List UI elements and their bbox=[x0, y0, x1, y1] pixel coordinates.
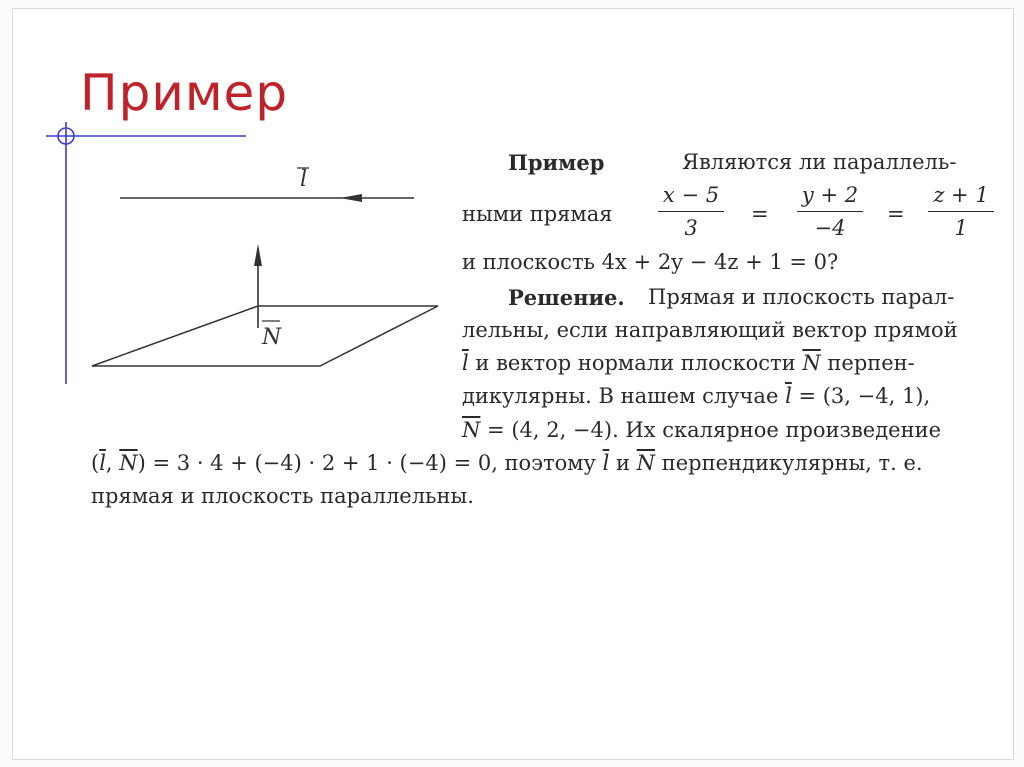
problem-heading: Пример bbox=[508, 150, 605, 175]
normal-arrow-icon bbox=[254, 244, 262, 266]
solution-line2: лельны, если направляющий вектор прямой bbox=[462, 318, 958, 342]
solution-line3: $\overline{l}$ и вектор нормали плоскости $\overline{N}$ перпен- bbox=[462, 351, 915, 375]
equals-sign-1: = bbox=[751, 202, 769, 226]
solution-line1: Прямая и плоскость парал- bbox=[648, 285, 955, 309]
geometry-figure bbox=[88, 160, 448, 375]
problem-line2: ными прямая bbox=[462, 202, 613, 226]
figure-label-N: N bbox=[262, 325, 282, 350]
line-arrow-icon bbox=[340, 194, 362, 202]
solution-line7: прямая и плоскость параллельны. bbox=[91, 484, 474, 508]
solution-line4: дикулярны. В нашем случае $\overline{l} = (3$, −4, 1), bbox=[462, 384, 931, 408]
slide-title: Пример bbox=[80, 64, 289, 122]
figure-label-l: l bbox=[300, 167, 308, 192]
equals-sign-2: = bbox=[887, 202, 905, 226]
problem-line1: Являются ли параллель- bbox=[682, 150, 957, 174]
fraction-z: $\frac{z + 1}{1}$ bbox=[928, 183, 994, 240]
problem-line3: и плоскость 4x + 2y − 4z + 1 = 0? bbox=[462, 250, 839, 274]
fraction-x: $\frac{x - 5}{3}$ bbox=[658, 183, 724, 240]
solution-line6: ($\overline{l}$, $\overline{N}) = 3 \cdot 4 + (-4) \cdot 2 + 1 \cdot (-4) = 0$, поэтому $\overline{l}$ и $\overline{N}$ перпендикулярны, т. е. bbox=[91, 451, 923, 475]
solution-heading: Решение. bbox=[508, 285, 625, 310]
fraction-y: $\frac{y + 2}{-4}$ bbox=[797, 183, 863, 240]
solution-line5: $\overline{N} = (4$, 2, −4). Их скалярное произведение bbox=[462, 418, 942, 442]
